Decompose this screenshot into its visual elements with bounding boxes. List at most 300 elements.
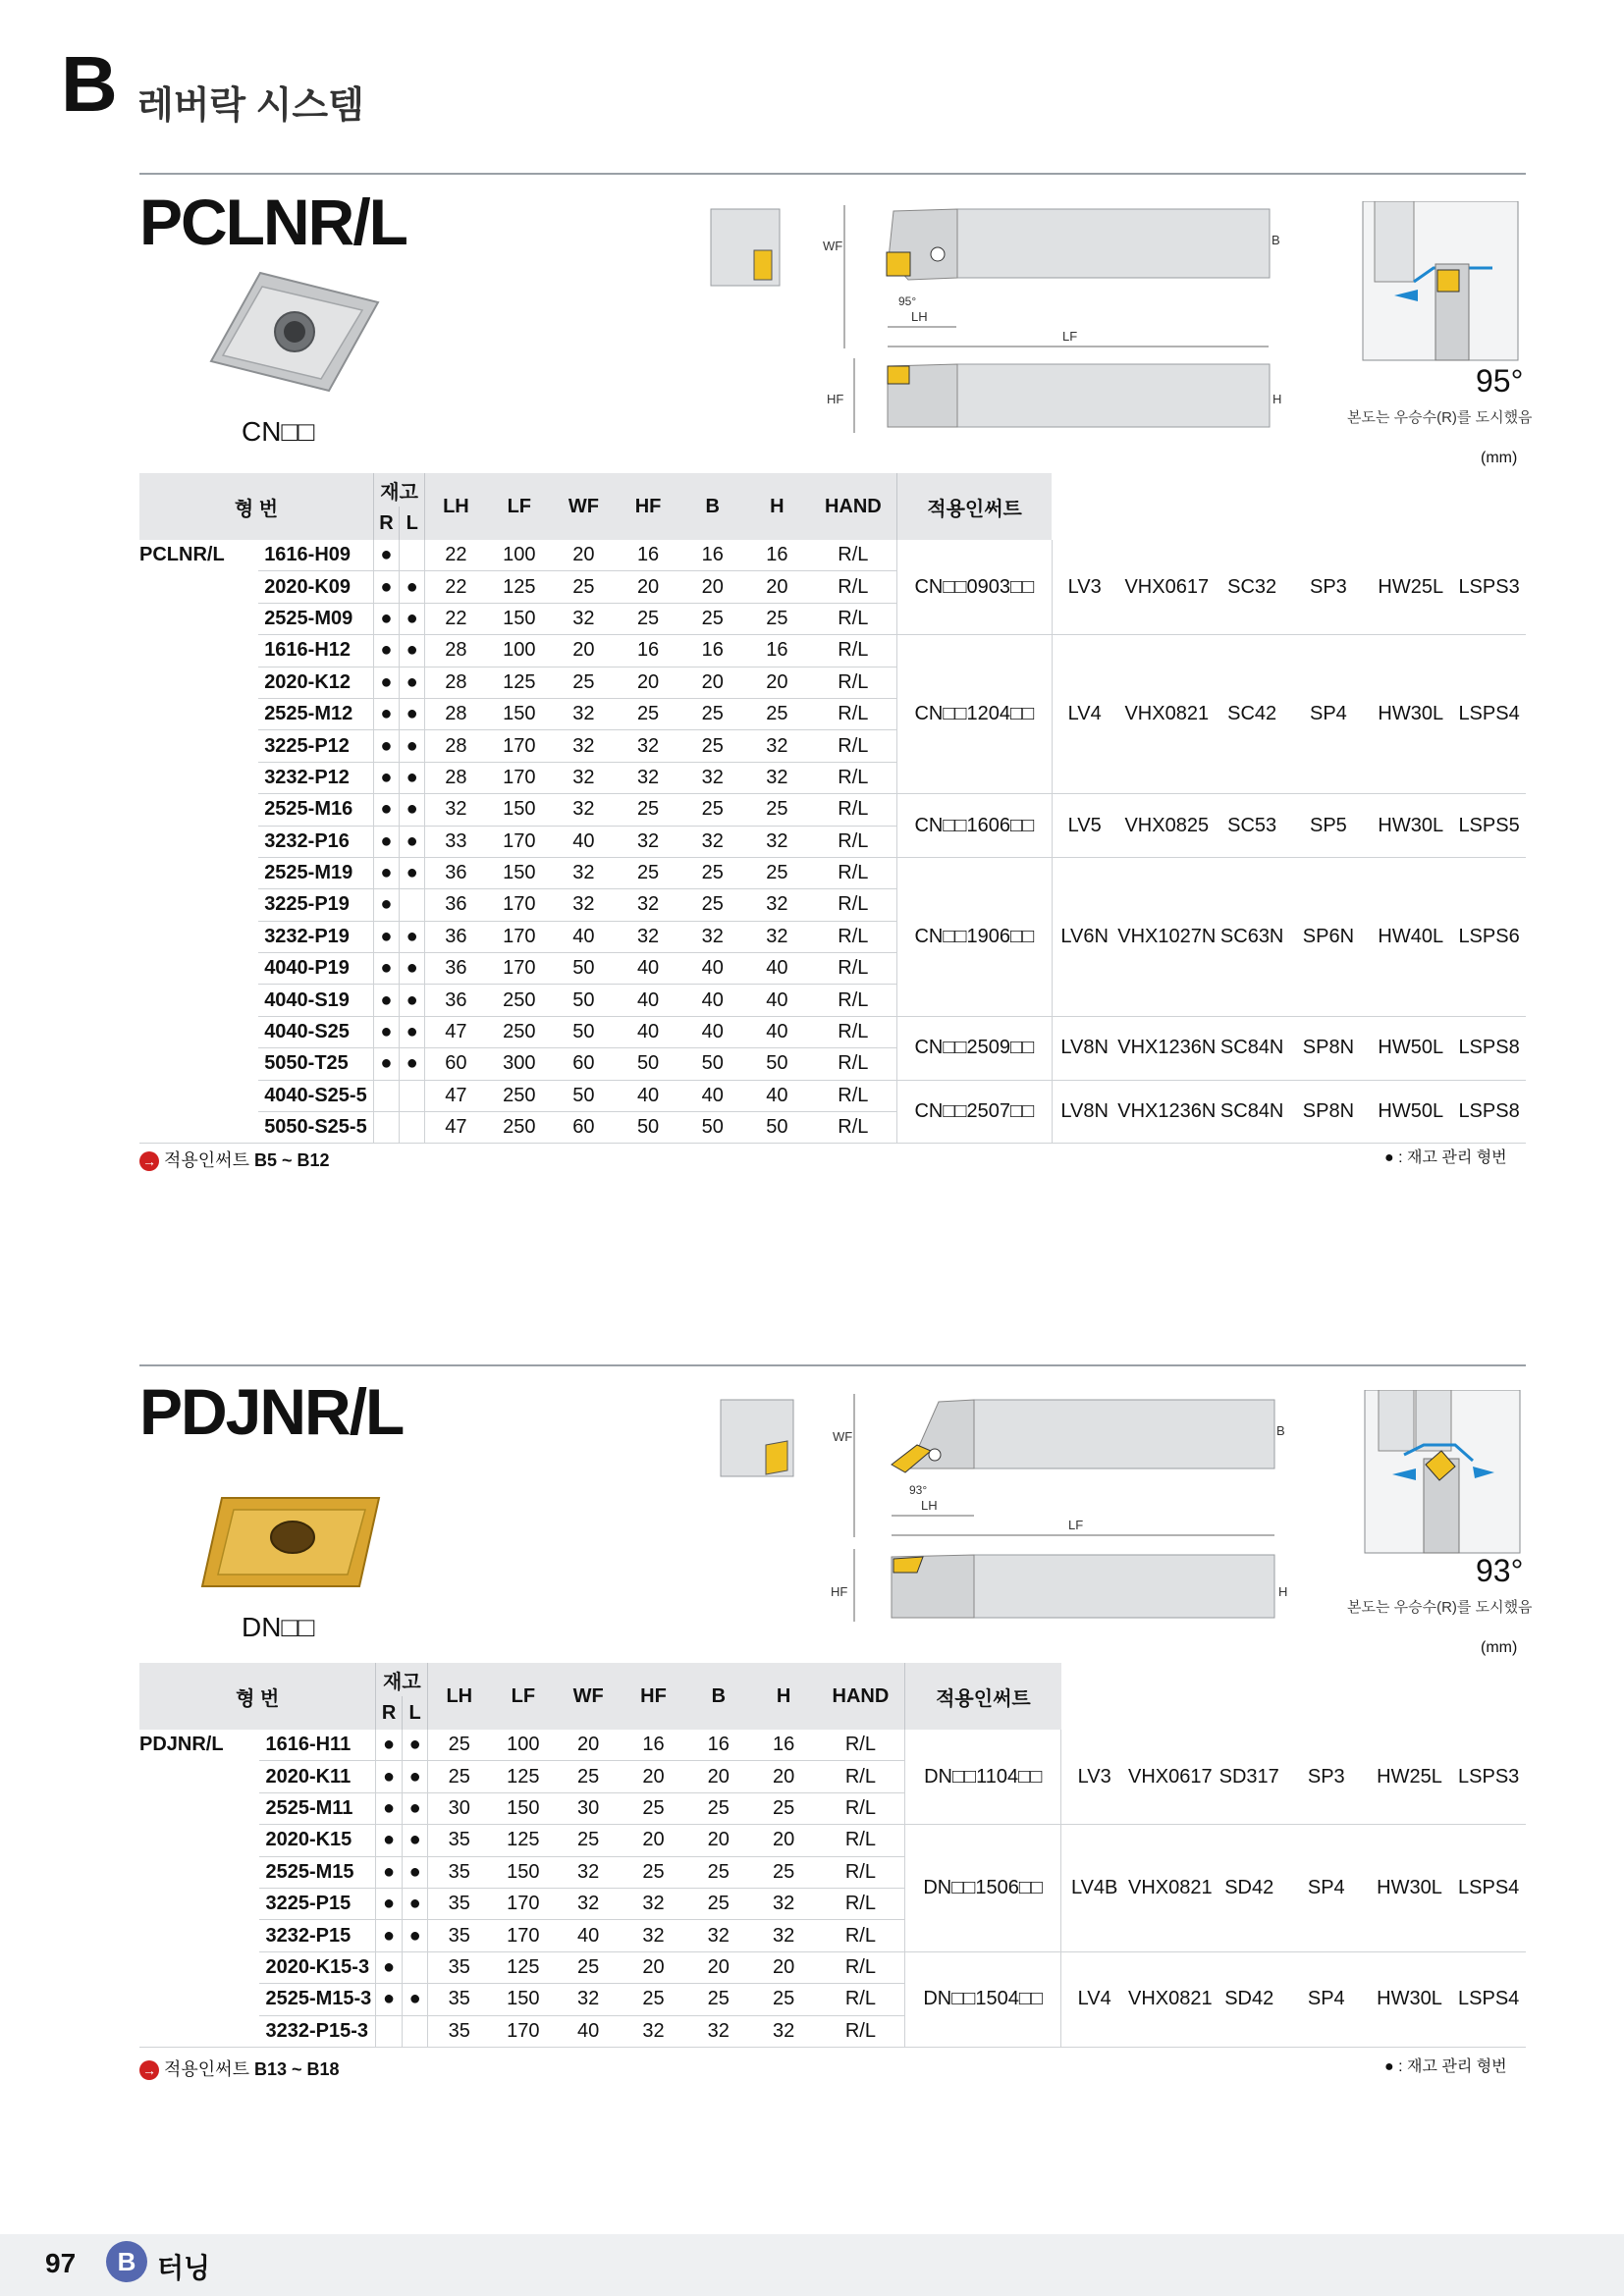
lf-value: 150	[503, 607, 536, 629]
hand-value: R/L	[838, 798, 869, 821]
b-value: 25	[701, 862, 724, 884]
b-value: 25	[701, 798, 724, 821]
shim-pin-part: SP6N	[1302, 925, 1355, 947]
stock-l	[400, 1112, 425, 1144]
wrench-part: HW25L	[1377, 1765, 1442, 1788]
dim-lf: LF	[1062, 329, 1078, 344]
table-row	[139, 1825, 1526, 1856]
screw-part: VHX0825	[1124, 814, 1210, 836]
h-value: 32	[766, 766, 788, 788]
wf-value: 50	[572, 957, 595, 980]
wf-value: 60	[572, 1052, 595, 1075]
b-header: B	[680, 473, 744, 540]
insert-header: 적용인써트	[905, 1663, 1061, 1730]
stock-r: ●	[376, 1730, 403, 1761]
table-row	[139, 635, 1526, 667]
model-code: 3225-P15	[265, 1893, 352, 1915]
footer-badge: B	[106, 2241, 147, 2282]
hf-value: 25	[636, 862, 660, 884]
hf-value: 40	[636, 988, 660, 1011]
hf-value: 40	[636, 957, 660, 980]
lf-value: 170	[503, 734, 536, 757]
lf-value: 170	[507, 1893, 540, 1915]
insert-code: DN□□1104□□	[905, 1730, 1061, 1825]
table-row	[139, 1951, 1526, 1983]
shim-part: SC63N	[1219, 925, 1284, 947]
h-value: 25	[766, 862, 788, 884]
lf-value: 150	[507, 1796, 540, 1819]
b-value: 20	[701, 575, 724, 598]
hf-value: 25	[642, 1988, 665, 2010]
lf-value: 150	[507, 1988, 540, 2010]
hand-value: R/L	[838, 925, 869, 947]
lh-header: LH	[425, 473, 487, 540]
lf-value: 150	[503, 862, 536, 884]
model-code: 4040-P19	[264, 957, 350, 980]
hf-header: HF	[621, 1663, 686, 1730]
shim-pin-part: SP8N	[1302, 1100, 1355, 1123]
dim-hf: HF	[827, 392, 844, 406]
stock-r: ●	[376, 1984, 403, 2015]
dim-angle: 95°	[898, 294, 917, 308]
stock-l: ●	[400, 571, 425, 603]
stock-r-header: R	[376, 1696, 403, 1730]
stock-r	[373, 1112, 399, 1144]
hf-value: 32	[636, 734, 660, 757]
stock-l: ●	[402, 1984, 428, 2015]
stock-l: ●	[402, 1792, 428, 1824]
model-code: 4040-S25-5	[264, 1084, 367, 1106]
lh-value: 33	[425, 826, 487, 857]
model-code: 2020-K15-3	[265, 1955, 370, 1978]
stock-l: ●	[400, 1048, 425, 1080]
h-value: 40	[766, 988, 788, 1011]
dn-insert-image	[183, 1488, 399, 1596]
section1-angle: 95°	[1476, 363, 1524, 399]
chapter-title: 레버락 시스템	[137, 85, 364, 127]
lh-value: 35	[428, 1888, 490, 1919]
stock-r: ●	[376, 1951, 403, 1983]
model-code: 2525-M16	[264, 798, 353, 821]
lh-value: 35	[428, 1920, 490, 1951]
hand-value: R/L	[838, 1084, 869, 1106]
h-value: 16	[766, 639, 788, 662]
hand-value: R/L	[838, 575, 869, 598]
lh-value: 28	[425, 635, 487, 667]
stock-l: ●	[400, 667, 425, 698]
wf-value: 32	[577, 1860, 600, 1883]
lf-value: 100	[503, 544, 536, 566]
insert-code: CN□□1906□□	[897, 857, 1053, 1016]
screw-part: VHX0821	[1124, 703, 1210, 725]
hand-value: R/L	[838, 607, 869, 629]
screw-part: VHX0617	[1124, 575, 1210, 598]
model-prefix: PCLNR/L	[139, 544, 225, 565]
lf-value: 170	[503, 893, 536, 916]
b-header: B	[686, 1663, 750, 1730]
stock-l-header: L	[402, 1696, 428, 1730]
screw-part: VHX0821	[1127, 1988, 1213, 2010]
b-value: 16	[701, 544, 724, 566]
dim-b: B	[1276, 1423, 1285, 1438]
section1-ref	[139, 1147, 330, 1172]
hf-value: 32	[642, 1893, 665, 1915]
model-header: 형 번	[139, 1663, 376, 1730]
wf-value: 32	[572, 703, 595, 725]
hand-value: R/L	[838, 893, 869, 916]
lf-value: 170	[503, 829, 536, 852]
hand-value: R/L	[844, 1988, 876, 2010]
model-prefix: PDJNR/L	[139, 1734, 224, 1755]
shim-punch-part: LSPS5	[1458, 814, 1520, 836]
h-value: 20	[766, 575, 788, 598]
wf-value: 40	[572, 925, 595, 947]
lf-value: 170	[503, 957, 536, 980]
wf-value: 25	[572, 670, 595, 693]
shim-pin-part: SP4	[1310, 703, 1347, 725]
b-value: 25	[707, 1893, 730, 1915]
h-value: 40	[766, 1084, 788, 1106]
stock-r: ●	[373, 985, 399, 1016]
lh-value: 36	[425, 889, 487, 921]
section2-insert-label: DN□□	[242, 1612, 315, 1642]
hf-value: 20	[636, 670, 660, 693]
stock-l: ●	[400, 730, 425, 762]
lh-value: 28	[425, 698, 487, 729]
wf-value: 30	[577, 1796, 600, 1819]
hand-value: R/L	[844, 1955, 876, 1978]
h-value: 32	[772, 1924, 795, 1947]
ref-range: B13 ~ B18	[253, 2059, 340, 2079]
wf-value: 32	[572, 734, 595, 757]
lh-value: 28	[425, 730, 487, 762]
b-value: 20	[707, 1955, 730, 1978]
hf-value: 16	[642, 1734, 665, 1756]
b-value: 32	[701, 829, 724, 852]
hand-value: R/L	[844, 1829, 876, 1851]
ref-label: 적용인써트	[164, 1150, 249, 1170]
wf-value: 50	[572, 1021, 595, 1043]
model-code: 1616-H11	[265, 1734, 352, 1756]
hand-value: R/L	[838, 1021, 869, 1043]
hand-value: R/L	[838, 862, 869, 884]
stock-r: ●	[373, 667, 399, 698]
b-value: 25	[707, 1988, 730, 2010]
lever-part: LV5	[1067, 814, 1102, 836]
lever-part: LV4	[1077, 1988, 1111, 2010]
h-header: H	[744, 473, 810, 540]
h-value: 32	[766, 829, 788, 852]
model-code: 5050-T25	[264, 1052, 349, 1075]
section1-spec-table	[139, 473, 1526, 1144]
h-value: 50	[766, 1052, 788, 1075]
shim-pin-part: SP3	[1307, 1765, 1345, 1788]
wf-value: 50	[572, 1084, 595, 1106]
wf-value: 32	[572, 893, 595, 916]
dim-wf: WF	[833, 1429, 853, 1444]
insert-code: CN□□2509□□	[897, 1016, 1053, 1080]
stock-l: ●	[400, 953, 425, 985]
h-value: 25	[766, 798, 788, 821]
section2-note: 본도는 우승수(R)를 도시했음	[1347, 1599, 1533, 1616]
shim-punch-part: LSPS3	[1458, 575, 1520, 598]
hf-value: 32	[642, 2019, 665, 2042]
wrench-part: HW30L	[1377, 1876, 1442, 1898]
h-value: 50	[766, 1116, 788, 1139]
hf-value: 20	[642, 1829, 665, 1851]
stock-l: ●	[400, 857, 425, 888]
h-value: 25	[772, 1796, 795, 1819]
model-code: 2525-M15-3	[265, 1988, 372, 2010]
wf-value: 25	[577, 1765, 600, 1788]
screw-part: VHX1236N	[1117, 1100, 1217, 1123]
stock-l-header: L	[400, 507, 425, 540]
lf-value: 125	[507, 1955, 540, 1978]
b-value: 20	[701, 670, 724, 693]
hand-value: R/L	[838, 829, 869, 852]
h-value: 32	[772, 1893, 795, 1915]
hf-value: 50	[636, 1052, 660, 1075]
b-value: 40	[701, 957, 724, 980]
section2-ref	[139, 2056, 340, 2081]
stock-l: ●	[402, 1920, 428, 1951]
lf-value: 125	[503, 670, 536, 693]
b-value: 32	[701, 925, 724, 947]
hf-value: 25	[642, 1796, 665, 1819]
stock-r: ●	[376, 1920, 403, 1951]
hf-value: 32	[642, 1924, 665, 1947]
lh-header: LH	[428, 1663, 490, 1730]
hf-value: 20	[636, 575, 660, 598]
stock-l: ●	[402, 1761, 428, 1792]
stock-l	[402, 1951, 428, 1983]
hand-value: R/L	[844, 1893, 876, 1915]
lf-value: 170	[507, 2019, 540, 2042]
arrow-icon: →	[139, 2060, 159, 2080]
model-header: 형 번	[139, 473, 373, 540]
section2-angle: 93°	[1476, 1553, 1524, 1588]
hf-value: 16	[636, 544, 660, 566]
lever-part: LV8N	[1060, 1100, 1109, 1123]
lh-value: 35	[428, 1951, 490, 1983]
model-code: 3232-P12	[264, 766, 350, 788]
h-value: 25	[772, 1988, 795, 2010]
wrench-part: HW30L	[1378, 814, 1444, 836]
lever-part: LV3	[1077, 1765, 1111, 1788]
section1-unit: (mm)	[1481, 450, 1518, 466]
stock-r: ●	[373, 889, 399, 921]
lf-header: LF	[490, 1663, 556, 1730]
lh-value: 22	[425, 603, 487, 634]
footer-bar	[0, 2234, 1624, 2296]
insert-code: CN□□1606□□	[897, 794, 1053, 858]
model-code: 3232-P15-3	[265, 2019, 368, 2042]
wf-value: 25	[572, 575, 595, 598]
arrow-icon: →	[139, 1151, 159, 1171]
stock-l: ●	[402, 1888, 428, 1919]
shim-pin-part: SP8N	[1302, 1037, 1355, 1059]
stock-l: ●	[400, 762, 425, 793]
section2-legend: ● : 재고 관리 형번	[1384, 2058, 1507, 2075]
stock-l	[400, 540, 425, 571]
b-value: 25	[701, 734, 724, 757]
shim-part: SD42	[1224, 1988, 1274, 2010]
wrench-part: HW30L	[1377, 1988, 1442, 2010]
hand-value: R/L	[838, 957, 869, 980]
hand-value: R/L	[844, 1796, 876, 1819]
stock-r: ●	[373, 953, 399, 985]
b-value: 40	[701, 1021, 724, 1043]
stock-r: ●	[373, 635, 399, 667]
lh-value: 35	[428, 2015, 490, 2047]
footer-section: 터닝	[157, 2253, 211, 2283]
screw-part: VHX0617	[1127, 1765, 1213, 1788]
hf-value: 20	[642, 1955, 665, 1978]
model-code: 5050-S25-5	[264, 1116, 367, 1139]
hand-value: R/L	[838, 670, 869, 693]
hand-header: HAND	[810, 473, 897, 540]
ref-label: 적용인써트	[164, 2059, 249, 2079]
model-code: 3232-P19	[264, 925, 350, 947]
wf-value: 40	[577, 2019, 600, 2042]
lh-value: 22	[425, 571, 487, 603]
h-value: 32	[772, 2019, 795, 2042]
b-value: 32	[701, 766, 724, 788]
wf-value: 32	[572, 862, 595, 884]
wrench-part: HW50L	[1378, 1037, 1444, 1059]
stock-r: ●	[376, 1856, 403, 1888]
stock-r: ●	[373, 794, 399, 826]
stock-r: ●	[373, 826, 399, 857]
cn-insert-image	[201, 263, 388, 400]
lh-value: 22	[425, 540, 487, 571]
wf-header: WF	[552, 473, 616, 540]
lf-value: 170	[503, 925, 536, 947]
table-row	[139, 540, 1526, 571]
h-header: H	[750, 1663, 816, 1730]
section-divider	[139, 1364, 1526, 1366]
stock-l: ●	[400, 635, 425, 667]
model-code: 2020-K09	[264, 575, 352, 598]
wf-value: 32	[577, 1988, 600, 2010]
screw-part: VHX1027N	[1117, 925, 1217, 947]
wf-value: 50	[572, 988, 595, 1011]
insert-code: DN□□1506□□	[905, 1825, 1061, 1952]
stock-r: ●	[373, 921, 399, 952]
lf-value: 250	[503, 1021, 536, 1043]
stock-l: ●	[402, 1730, 428, 1761]
dim-lh: LH	[921, 1498, 938, 1513]
hf-header: HF	[616, 473, 681, 540]
stock-l: ●	[400, 603, 425, 634]
wf-value: 20	[572, 544, 595, 566]
lh-value: 35	[428, 1825, 490, 1856]
hand-value: R/L	[844, 1860, 876, 1883]
hand-value: R/L	[838, 1052, 869, 1075]
model-code: 3225-P12	[264, 734, 350, 757]
b-value: 16	[707, 1734, 730, 1756]
hand-value: R/L	[838, 1116, 869, 1139]
wf-value: 40	[572, 829, 595, 852]
b-value: 50	[701, 1116, 724, 1139]
dim-wf: WF	[823, 239, 843, 253]
model-code: 3232-P16	[264, 829, 350, 852]
wrench-part: HW40L	[1378, 925, 1444, 947]
shim-part: SC84N	[1219, 1037, 1284, 1059]
model-code: 1616-H12	[264, 639, 352, 662]
hand-value: R/L	[838, 544, 869, 566]
lf-value: 150	[507, 1860, 540, 1883]
lf-value: 125	[507, 1765, 540, 1788]
stock-r: ●	[373, 1048, 399, 1080]
hf-value: 25	[636, 607, 660, 629]
lf-value: 170	[507, 1924, 540, 1947]
section2-unit: (mm)	[1481, 1639, 1518, 1656]
model-code: 2525-M19	[264, 862, 353, 884]
lh-value: 25	[428, 1730, 490, 1761]
hf-value: 50	[636, 1116, 660, 1139]
lh-value: 47	[425, 1112, 487, 1144]
b-value: 25	[701, 703, 724, 725]
stock-r: ●	[373, 603, 399, 634]
lh-value: 25	[428, 1761, 490, 1792]
h-value: 16	[772, 1734, 795, 1756]
stock-l: ●	[402, 1856, 428, 1888]
hf-value: 32	[636, 766, 660, 788]
dim-b: B	[1272, 233, 1280, 247]
stock-header: 재고	[373, 473, 425, 507]
model-code: 1616-H09	[264, 544, 352, 566]
stock-r: ●	[373, 730, 399, 762]
model-code: 4040-S19	[264, 988, 350, 1011]
b-value: 25	[707, 1860, 730, 1883]
b-value: 25	[707, 1796, 730, 1819]
h-value: 32	[766, 893, 788, 916]
shim-part: SC53	[1227, 814, 1277, 836]
insert-code: CN□□1204□□	[897, 635, 1053, 794]
lf-value: 100	[507, 1734, 540, 1756]
h-value: 20	[772, 1829, 795, 1851]
stock-r: ●	[373, 571, 399, 603]
wrench-part: HW25L	[1378, 575, 1444, 598]
shim-pin-part: SP4	[1307, 1988, 1345, 2010]
stock-r-header: R	[373, 507, 399, 540]
wrench-part: HW30L	[1378, 703, 1444, 725]
shim-part: SD42	[1224, 1876, 1274, 1898]
h-value: 40	[766, 957, 788, 980]
b-value: 32	[707, 2019, 730, 2042]
wf-value: 25	[577, 1955, 600, 1978]
lf-value: 100	[503, 639, 536, 662]
wf-value: 32	[577, 1893, 600, 1915]
lh-value: 30	[428, 1792, 490, 1824]
shim-punch-part: LSPS4	[1458, 1876, 1520, 1898]
lever-part: LV3	[1067, 575, 1102, 598]
lh-value: 32	[425, 794, 487, 826]
shim-pin-part: SP5	[1310, 814, 1347, 836]
wf-value: 32	[572, 766, 595, 788]
b-value: 25	[701, 607, 724, 629]
lf-value: 250	[503, 988, 536, 1011]
b-value: 16	[701, 639, 724, 662]
wf-value: 40	[577, 1924, 600, 1947]
lever-part: LV4	[1067, 703, 1102, 725]
section2-title: PDJNR/L	[139, 1375, 404, 1448]
stock-r	[373, 1080, 399, 1111]
section2-spec-table	[139, 1663, 1526, 2048]
hand-value: R/L	[844, 1734, 876, 1756]
stock-l: ●	[400, 1016, 425, 1047]
